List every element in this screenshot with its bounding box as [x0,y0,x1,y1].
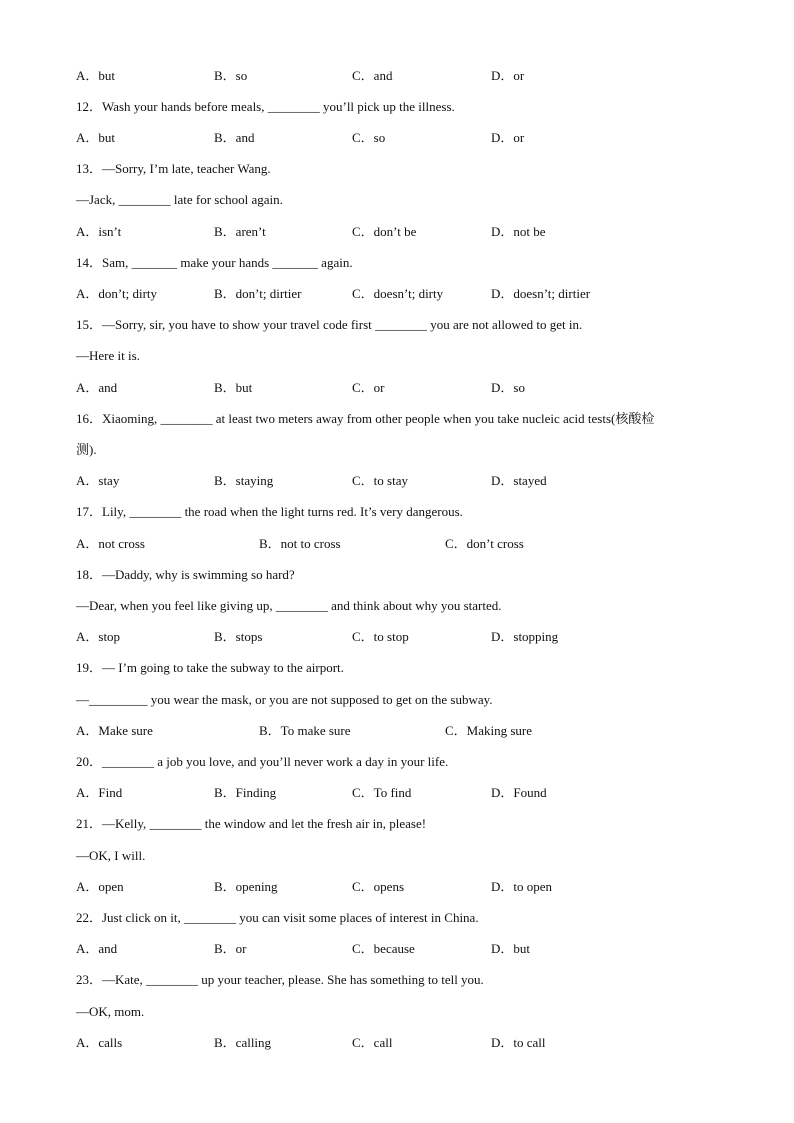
option-d: D．doesn’t; dirtier [491,286,591,301]
question-23-reply: —OK, mom. [76,1004,145,1019]
option-d: D．to open [491,879,553,894]
question-19-reply: —_________ you wear the mask, or you are not supposed to get on the subway. [76,692,493,707]
option-d: D．stopping [491,629,559,644]
option-c: C．because [352,941,415,956]
option-b: B．or [214,941,247,956]
question-16: 16．Xiaoming, ________ at least two meters away from other people when you take nucleic acid tests(核酸检 [76,411,655,426]
option-d: D．so [491,380,525,395]
question-19: 19．— I’m going to take the subway to the airport. [76,660,344,675]
question-18-reply: —Dear, when you feel like giving up, ________ and think about why you started. [76,598,502,613]
option-c: C．so [352,130,386,145]
option-d: D．stayed [491,473,547,488]
option-b: B．Finding [214,785,277,800]
option-b: B．so [214,68,248,83]
option-b: B．and [214,130,255,145]
option-b: B．stops [214,629,263,644]
option-c: C．to stay [352,473,408,488]
question-17: 17．Lily, ________ the road when the light turns red. It’s very dangerous. [76,504,463,519]
option-a: A．but [76,130,116,145]
option-d: D．Found [491,785,547,800]
option-c: C．Making sure [445,723,533,738]
question-15-reply: —Here it is. [76,348,140,363]
question-14: 14．Sam, _______ make your hands _______ again. [76,255,353,270]
option-b: B．not to cross [259,536,341,551]
option-a: A．stay [76,473,120,488]
option-c: C．and [352,68,393,83]
option-a: A．don’t; dirty [76,286,158,301]
option-c: C．call [352,1035,393,1050]
option-b: B．staying [214,473,274,488]
question-21: 21．—Kelly, ________ the window and let the fresh air in, please! [76,816,427,831]
option-a: A．not cross [76,536,145,551]
option-c: C．or [352,380,385,395]
option-d: D．or [491,68,525,83]
option-c: C．don’t cross [445,536,524,551]
option-d: D．but [491,941,531,956]
option-c: C．doesn’t; dirty [352,286,444,301]
option-b: B．opening [214,879,278,894]
option-d: D．to call [491,1035,546,1050]
question-18: 18．—Daddy, why is swimming so hard? [76,567,295,582]
option-b: B．don’t; dirtier [214,286,302,301]
option-c: C．To find [352,785,412,800]
option-a: A．open [76,879,124,894]
option-b: B．To make sure [259,723,351,738]
option-a: A．and [76,380,118,395]
question-20: 20．________ a job you love, and you’ll never work a day in your life. [76,754,449,769]
question-16-continued: 测). [76,442,97,457]
option-d: D．or [491,130,525,145]
option-b: B．calling [214,1035,272,1050]
question-12: 12．Wash your hands before meals, ________ you’ll pick up the illness. [76,99,455,114]
question-21-reply: —OK, I will. [76,848,146,863]
option-a: A．and [76,941,118,956]
option-a: A．stop [76,629,121,644]
question-23: 23．—Kate, ________ up your teacher, please. She has something to tell you. [76,972,484,987]
option-b: B．but [214,380,253,395]
option-a: A．Find [76,785,123,800]
question-15: 15．—Sorry, sir, you have to show your travel code first ________ you are not allowed to get in. [76,317,583,332]
option-b: B．aren’t [214,224,266,239]
option-c: C．to stop [352,629,409,644]
question-22: 22．Just click on it, ________ you can visit some places of interest in China. [76,910,479,925]
option-a: A．but [76,68,116,83]
option-c: C．opens [352,879,405,894]
option-a: A．calls [76,1035,123,1050]
question-13-reply: —Jack, ________ late for school again. [76,192,283,207]
option-a: A．isn’t [76,224,122,239]
question-13: 13．—Sorry, I’m late, teacher Wang. [76,161,271,176]
option-c: C．don’t be [352,224,417,239]
option-a: A．Make sure [76,723,153,738]
option-d: D．not be [491,224,546,239]
